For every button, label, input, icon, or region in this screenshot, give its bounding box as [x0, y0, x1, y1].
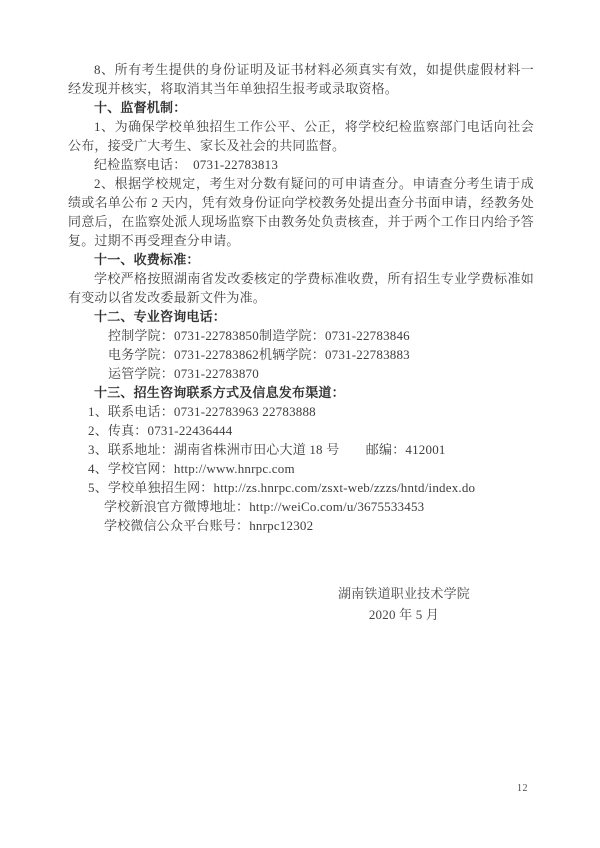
page-number: 12 [517, 783, 528, 794]
contact-wechat-line: 学校微信公众平台账号：hnrpc12302 [104, 518, 314, 533]
contact-phone-line: 1、联系电话：0731-22783963 22783888 [88, 404, 316, 419]
heading-section-12: 十二、专业咨询电话： [94, 309, 227, 324]
paragraph-11-1: 学校严格按照湖南省发改委核定的学费标准收费，所有招生专业学费标准如有变动以省发改委最新文件为准。 [68, 271, 534, 305]
contact-address-line: 3、联系地址：湖南省株洲市田心大道 18 号 邮编：412001 [88, 442, 446, 457]
phone-operations-college: 运管学院：0731-22783870 [108, 366, 259, 381]
contact-fax-line: 2、传真：0731-22436444 [88, 423, 233, 438]
document-content [68, 60, 534, 625]
phone-row [68, 364, 534, 383]
signature-date: 2020 年 5 月 [368, 607, 440, 622]
heading-section-10: 十、监督机制： [94, 100, 187, 115]
contact-weibo-line: 学校新浪官方微博地址：http://weiCo.com/u/3675533453 [104, 499, 425, 514]
contact-website-line: 4、学校官网：http://www.hnrpc.com [88, 461, 295, 476]
contact-admission-site-line: 5、学校单独招生网：http://zs.hnrpc.com/zsxt-web/zzzs/hntd/index.do [88, 480, 476, 495]
phone-manufacturing-college: 制造学院：0731-22783846 [258, 328, 410, 343]
signature-block [68, 583, 534, 625]
phone-rolling-stock-college: 机辆学院：0731-22783883 [258, 347, 410, 362]
signature-organization: 湖南铁道职业技术学院 [337, 586, 470, 601]
phone-row [68, 345, 534, 364]
signature-inner [338, 583, 470, 625]
phone-electrical-college: 电务学院：0731-22783862 [108, 347, 259, 362]
phone-row [68, 326, 534, 345]
paragraph-item-8: 8、所有考生提供的身份证明及证书材料必须真实有效，如提供虚假材料一经发现并核实，将取消其当年单独招生报考或录取资格。 [68, 62, 534, 96]
paragraph-10-supervision-phone: 纪检监察电话： 0731-22783813 [94, 157, 279, 172]
phone-control-college: 控制学院：0731-22783850 [108, 328, 259, 343]
heading-section-11: 十一、收费标准： [94, 252, 200, 267]
heading-section-13: 十三、招生咨询联系方式及信息发布渠道： [94, 385, 345, 400]
paragraph-10-1: 1、为确保学校单独招生工作公平、公正，将学校纪检监察部门电话向社会公布，接受广大考生、家长及社会的共同监督。 [68, 119, 534, 153]
paragraph-10-2: 2、根据学校规定，考生对分数有疑问的可申请查分。申请查分考生请于成绩或名单公布 2 天内，凭有效身份证向学校教务处提出查分书面申请，经教务处同意后，在监察处派人现场监察下由教务处负责核查，并于两个工作日内给予答复。过期不再受理查分申请。 [68, 176, 534, 248]
